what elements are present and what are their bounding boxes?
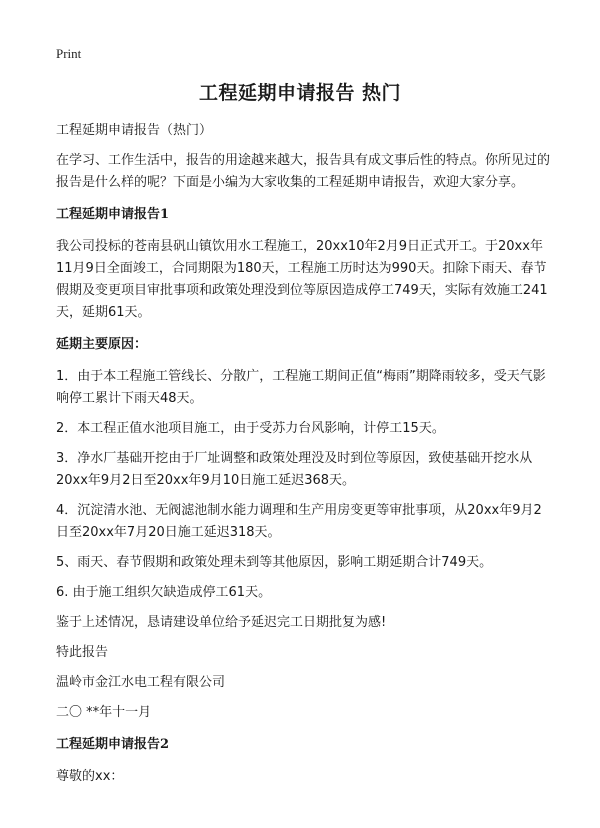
reason-item: 1．由于本工程施工管线长、分散广，工程施工期间正值“梅雨”期降雨较多，受天气影响停工累计下雨天48天。 xyxy=(56,369,546,406)
request-paragraph: 鉴于上述情况，恳请建设单位给予延迟完工日期批复为感! xyxy=(56,615,387,630)
print-label[interactable]: Print xyxy=(56,46,82,61)
closing-text: 特此报告 xyxy=(56,645,109,660)
reason-item: 5、雨天、春节假期和政策处理未到等其他原因，影响工期延期合计749天。 xyxy=(56,555,493,570)
reason-item: 2．本工程正值水池项目施工，由于受苏力台风影响，计停工15天。 xyxy=(56,421,445,436)
subtitle: 工程延期申请报告（热门） xyxy=(56,123,213,138)
section1-heading: 工程延期申请报告1 xyxy=(56,207,170,222)
section1-paragraph: 我公司投标的苍南县矾山镇饮用水工程施工，20xx10年2月9日正式开工。于20xx年11月9日全面竣工，合同期限为180天，工程施工历时达为990天。扣除下雨天、春节假期及变更项目审批事项和政策处理没到位等原因造成停工749天，实际有效施工241天，延期61天。 xyxy=(56,239,548,320)
section2-heading: 工程延期申请报告2 xyxy=(56,737,170,752)
page-title: 工程延期申请报告 热门 xyxy=(198,82,402,104)
reasons-heading: 延期主要原因： xyxy=(56,337,148,352)
document-body xyxy=(56,120,554,796)
reason-item: 6. 由于施工组织欠缺造成停工61天。 xyxy=(56,585,272,600)
salutation: 尊敬的xx： xyxy=(56,769,124,784)
company-name: 温岭市金江水电工程有限公司 xyxy=(56,675,226,690)
intro-paragraph: 在学习、工作生活中，报告的用途越来越大，报告具有成文事后性的特点。你所见过的报告是什么样的呢？下面是小编为大家收集的工程延期申请报告，欢迎大家分享。 xyxy=(56,153,551,190)
reason-item: 3．净水厂基础开挖由于厂址调整和政策处理没及时到位等原因，致使基础开挖水从20xx年9月2日至20xx年9月10日施工延迟368天。 xyxy=(56,451,533,488)
reason-item: 4．沉淀清水池、无阀滤池制水能力调理和生产用房变更等审批事项，从20xx年9月2日至20xx年7月20日施工延迟318天。 xyxy=(56,503,542,540)
report-date: 二〇 **年十一月 xyxy=(56,705,152,720)
